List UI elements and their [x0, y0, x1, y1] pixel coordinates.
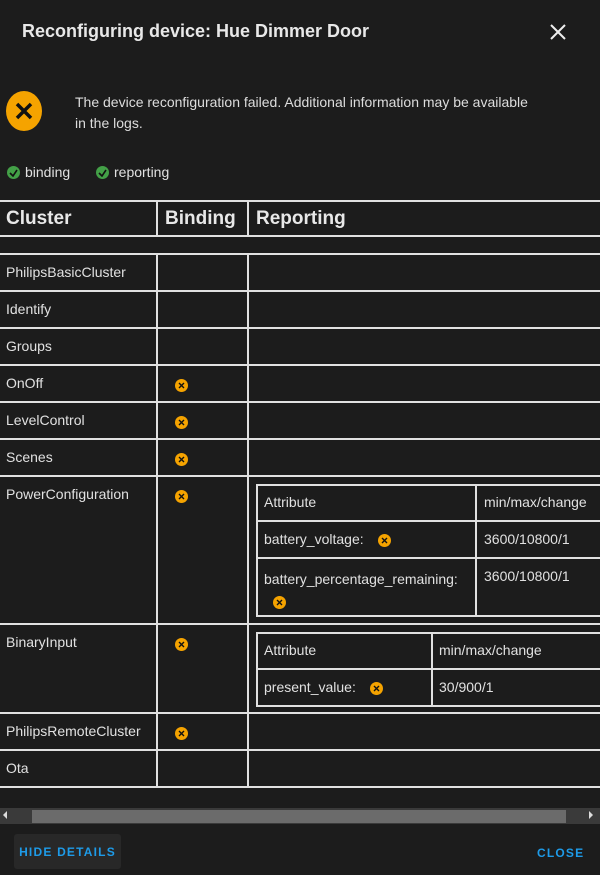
- cluster-name: LevelControl: [6, 412, 85, 428]
- attr-value: 30/900/1: [439, 679, 494, 695]
- check-icon: [96, 166, 109, 179]
- close-button[interactable]: CLOSE: [537, 846, 585, 860]
- scroll-left-arrow-icon[interactable]: [3, 811, 7, 819]
- cluster-name: OnOff: [6, 375, 44, 391]
- hide-details-button[interactable]: HIDE DETAILS: [14, 834, 121, 869]
- binding-failed-icon: [175, 490, 188, 503]
- minmax-header: min/max/change: [439, 642, 542, 658]
- header-binding: Binding: [165, 208, 236, 229]
- attr-header: Attribute: [264, 642, 317, 658]
- header-cluster: Cluster: [6, 208, 72, 229]
- failed-icon: [370, 682, 383, 695]
- attr-label: present_value:: [264, 679, 356, 695]
- status-reporting: [96, 164, 169, 180]
- status-label: reporting: [114, 164, 170, 180]
- cluster-name: PhilipsBasicCluster: [6, 264, 126, 280]
- attr-label: battery_percentage_remaining:: [264, 571, 458, 587]
- failed-icon: [273, 596, 286, 609]
- error-message: The device reconfiguration failed. Additional information may be available in the logs.: [75, 94, 528, 131]
- cluster-name: Scenes: [6, 449, 53, 465]
- binding-failed-icon: [175, 453, 188, 466]
- minmax-header: min/max/change: [484, 494, 587, 510]
- cluster-name: Ota: [6, 760, 29, 776]
- close-icon[interactable]: [546, 20, 570, 44]
- cluster-name: Identify: [6, 301, 52, 317]
- scrollbar-thumb[interactable]: [32, 810, 566, 823]
- status-label: binding: [25, 164, 71, 180]
- binding-failed-icon: [175, 379, 188, 392]
- attr-value: 3600/10800/1: [484, 531, 570, 547]
- check-icon: [7, 166, 20, 179]
- failed-icon: [378, 534, 391, 547]
- binding-failed-icon: [175, 727, 188, 740]
- status-binding: [7, 164, 70, 180]
- binding-failed-icon: [175, 638, 188, 651]
- cluster-name: PhilipsRemoteCluster: [6, 723, 141, 739]
- attr-name: [264, 568, 458, 612]
- error-icon: [6, 91, 42, 131]
- attr-header: Attribute: [264, 494, 317, 510]
- attr-label: battery_voltage:: [264, 531, 364, 547]
- binding-failed-icon: [175, 416, 188, 429]
- attr-name: [264, 679, 383, 695]
- attr-value: 3600/10800/1: [484, 568, 570, 584]
- scroll-right-arrow-icon[interactable]: [589, 811, 593, 819]
- cluster-name: PowerConfiguration: [6, 486, 129, 502]
- attr-name: [264, 531, 391, 547]
- dialog-title: Reconfiguring device: Hue Dimmer Door: [22, 21, 370, 41]
- header-reporting: Reporting: [256, 208, 346, 229]
- cluster-name: Groups: [6, 338, 52, 354]
- cluster-name: BinaryInput: [6, 634, 77, 650]
